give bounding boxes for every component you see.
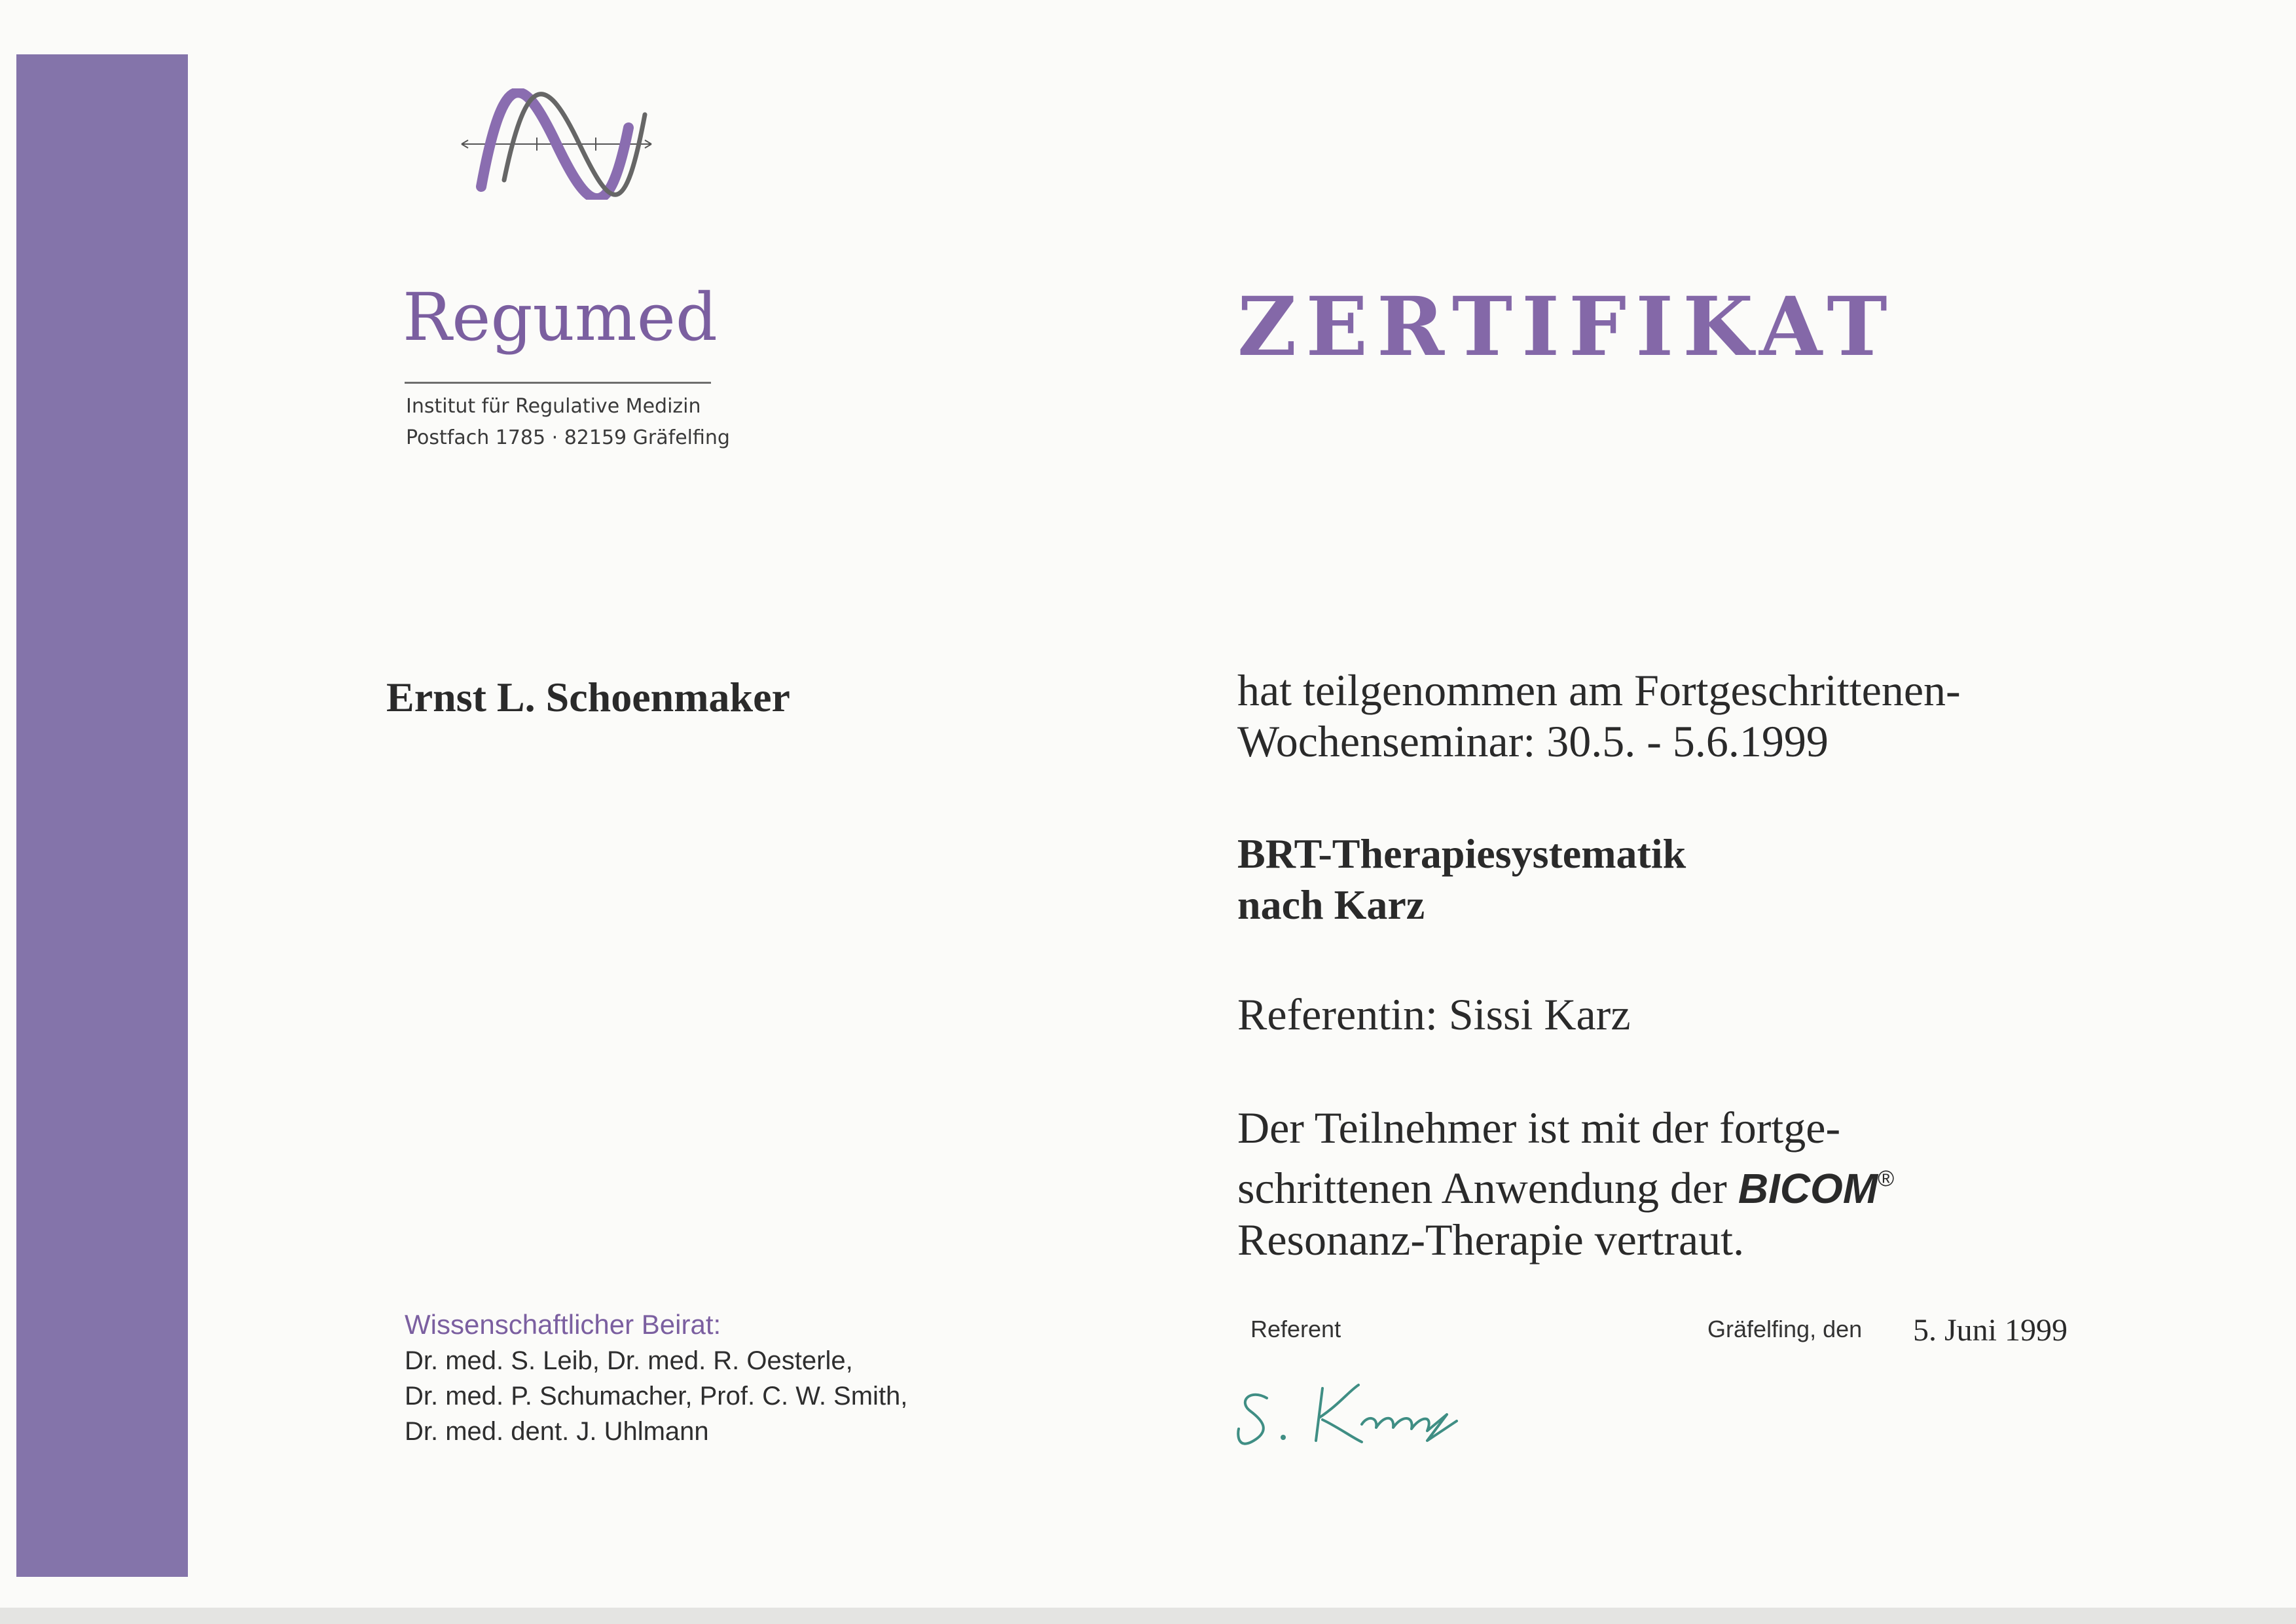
statement-line: Der Teilnehmer ist mit der fortge- (1237, 1103, 1841, 1153)
sine-wave-logo-icon (458, 88, 655, 200)
institute-name: Institut für Regulative Medizin (406, 395, 701, 418)
logo-wordmark: Regumed (403, 279, 718, 356)
participation-line: hat teilgenommen am Fortgeschrittenen- (1237, 665, 1961, 715)
course-title-line: nach Karz (1237, 881, 1425, 928)
bicom-brand: BICOM (1738, 1165, 1878, 1212)
regumed-logo (393, 88, 733, 449)
issue-date: 5. Juni 1999 (1913, 1313, 2068, 1348)
sidebar-accent-bar (16, 54, 188, 1577)
referent-signature (1231, 1369, 1493, 1460)
competence-statement (1237, 1102, 2056, 1265)
certificate-title: ZERTIFIKAT (1237, 280, 1897, 375)
advisory-board (405, 1306, 994, 1449)
course-title (1237, 828, 2056, 931)
statement-line-text: schrittenen Anwendung der (1237, 1163, 1738, 1213)
page-bottom-edge (0, 1608, 2296, 1624)
participation-text (1237, 665, 2056, 767)
registered-mark: ® (1878, 1166, 1895, 1191)
advisory-board-title: Wissenschaftlicher Beirat: (405, 1309, 721, 1340)
referent-label: Referent (1250, 1316, 1341, 1342)
speaker-line: Referentin: Sissi Karz (1237, 989, 1631, 1039)
statement-line: Resonanz-Therapie vertraut. (1237, 1215, 1745, 1264)
participant-name: Ernst L. Schoenmaker (386, 674, 790, 720)
advisory-board-line: Dr. med. dent. J. Uhlmann (405, 1417, 709, 1446)
institute-address: Postfach 1785 · 82159 Gräfelfing (406, 426, 730, 449)
advisory-board-line: Dr. med. P. Schumacher, Prof. C. W. Smith, (405, 1382, 908, 1411)
participation-line: Wochenseminar: 30.5. - 5.6.1999 (1237, 716, 1829, 766)
statement-line (1237, 1153, 2056, 1214)
place-label: Gräfelfing, den (1707, 1316, 1863, 1342)
advisory-board-line: Dr. med. S. Leib, Dr. med. R. Oesterle, (405, 1346, 853, 1375)
course-title-line: BRT-Therapiesystematik (1237, 830, 1686, 877)
logo-divider (405, 382, 711, 384)
